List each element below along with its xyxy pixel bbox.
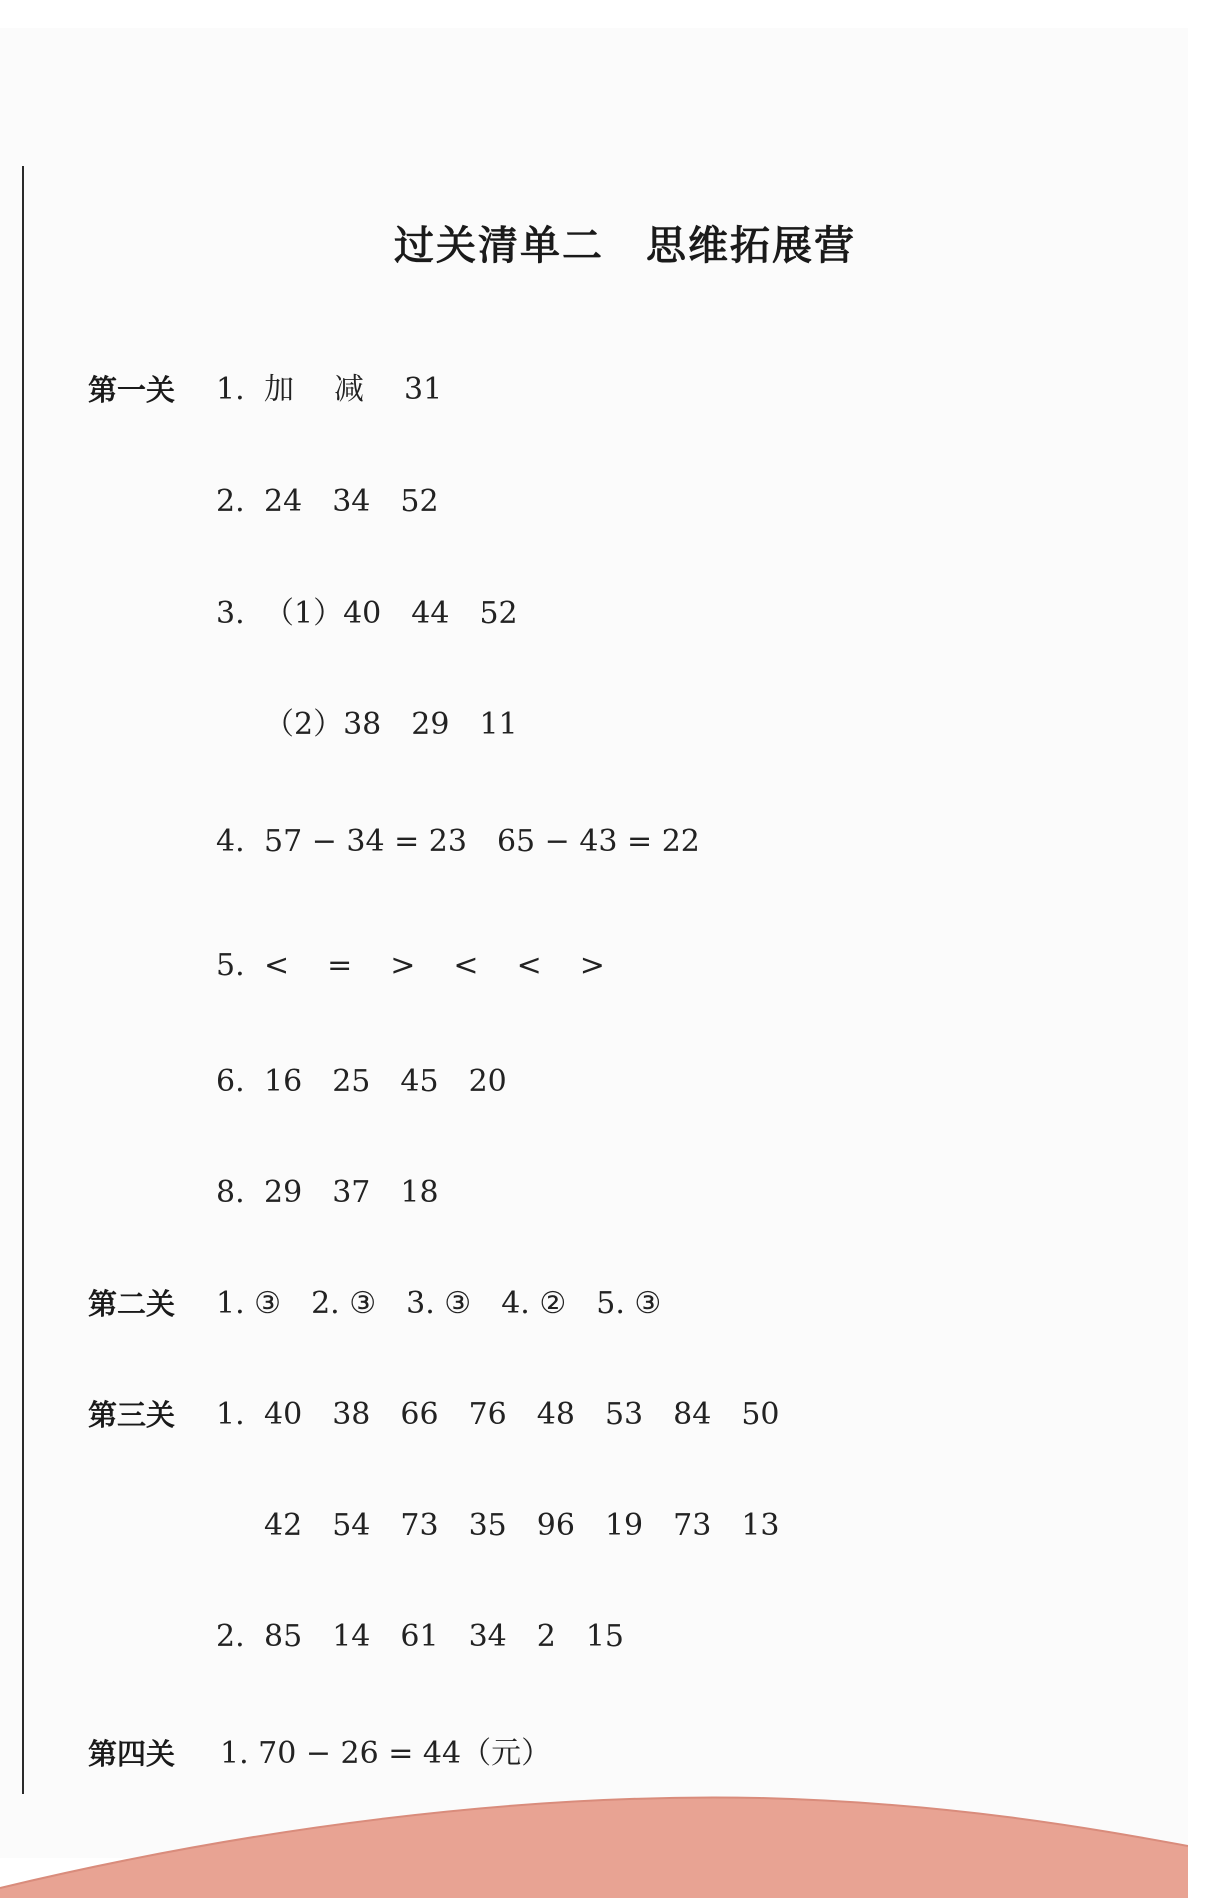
s3-row-1-num: 1. (216, 1397, 245, 1432)
page-title: 过关清单二 思维拓展营 (394, 223, 856, 269)
s3-row-1b-item: 42 (264, 1508, 303, 1543)
s1-row-6-item: 16 (264, 1064, 303, 1099)
s3-row-2-item: 2 (536, 1619, 556, 1654)
s2-item: 4. ② (501, 1286, 567, 1321)
section-2-label: 第二关 (88, 1287, 176, 1321)
s1-row-5-item: < (453, 948, 479, 983)
s1-row-8-num: 8. (216, 1175, 245, 1210)
s3-row-1-item: 50 (741, 1397, 780, 1432)
section-3-label: 第三关 (88, 1398, 176, 1432)
s4-row: 1. 70 − 26 = 44（元） (220, 1736, 552, 1771)
s3-row-2-num: 2. (216, 1619, 245, 1654)
s1-row-6-item: 20 (468, 1064, 507, 1099)
s1-row-5-item: = (327, 948, 353, 983)
s1-row-3-num: 3. (216, 596, 245, 631)
s1-row-5-item: < (264, 948, 290, 983)
s1-row-5-num: 5. (216, 948, 245, 983)
s1-row-1-num: 1. (216, 372, 245, 407)
s1-row-3b-item: 11 (479, 707, 518, 742)
s1-row-3-item: 52 (479, 596, 518, 631)
s1-row-2-item: 34 (332, 484, 371, 519)
s1-row-6-item: 25 (332, 1064, 371, 1099)
s3-row-1b-item: 13 (741, 1508, 780, 1543)
s3-row-1b-item: 96 (536, 1508, 575, 1543)
s3-row-2-item: 15 (585, 1619, 625, 1654)
s2-item: 5. ③ (596, 1286, 662, 1321)
s1-row-5-item: > (390, 948, 416, 983)
s1-row-2-num: 2. (216, 484, 245, 519)
s2-row (216, 1284, 661, 1324)
s1-row-3-item: （1）40 (264, 596, 382, 631)
s3-row-1-item: 84 (673, 1397, 712, 1432)
s2-item: 3. ③ (406, 1286, 472, 1321)
s1-row-2-item: 24 (264, 484, 303, 519)
s3-row-2-item: 85 (264, 1619, 303, 1654)
s3-row-1-item: 38 (332, 1397, 371, 1432)
section-4-label: 第四关 (88, 1737, 176, 1771)
s3-row-1b-item: 19 (604, 1508, 644, 1543)
s3-row-1b-item: 73 (400, 1508, 439, 1543)
s1-row-1-item: 减 (334, 372, 364, 407)
s1-row-4-item: 57 − 34 = 23 (264, 824, 467, 859)
s3-row-2-item: 61 (400, 1619, 439, 1654)
s1-row-8-item: 29 (264, 1175, 303, 1210)
s2-item: 1. ③ (216, 1286, 282, 1321)
s3-row-1-item: 53 (604, 1397, 644, 1432)
s3-row-2-item: 34 (468, 1619, 507, 1654)
s1-row-4-item: 65 − 43 = 22 (496, 824, 700, 859)
s1-row-8-item: 18 (400, 1175, 439, 1210)
answer-page (0, 28, 1188, 1858)
s3-row-1b-item: 73 (673, 1508, 712, 1543)
s3-row-1-item: 48 (536, 1397, 575, 1432)
section-1-label: 第一关 (88, 373, 176, 407)
s1-row-6-num: 6. (216, 1064, 245, 1099)
decorative-wave (0, 1758, 1188, 1898)
s2-item: 2. ③ (311, 1286, 377, 1321)
s3-row-1b-item: 54 (332, 1508, 371, 1543)
s1-row-3-item: 44 (411, 596, 450, 631)
s1-row-3b-item: （2）38 (264, 707, 382, 742)
s1-row-6-item: 45 (400, 1064, 439, 1099)
s3-row-1-item: 40 (264, 1397, 303, 1432)
s1-row-2-item: 52 (400, 484, 439, 519)
s1-row-4-num: 4. (216, 824, 245, 859)
margin-rule (22, 166, 24, 1794)
s3-row-2-item: 14 (332, 1619, 371, 1654)
s1-row-5-item: > (579, 948, 605, 983)
s3-row-1b-item: 35 (468, 1508, 507, 1543)
s1-row-1-item: 加 (264, 372, 294, 407)
s1-row-8-item: 37 (332, 1175, 371, 1210)
s3-row-1-item: 66 (400, 1397, 439, 1432)
s3-row-1-item: 76 (468, 1397, 507, 1432)
s1-row-5-item: < (516, 948, 542, 983)
s1-row-1-item: 31 (404, 372, 443, 407)
s1-row-3b-item: 29 (411, 707, 450, 742)
